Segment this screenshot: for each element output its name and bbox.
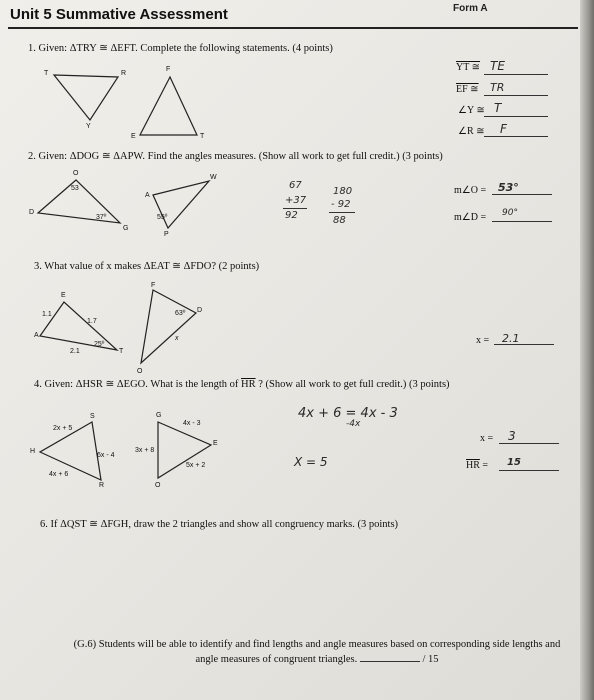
q2-angle-o-answer: 53° (498, 181, 519, 194)
q1-label-r: R (121, 70, 127, 77)
q4-label-e: E (213, 440, 218, 447)
triangle-ego (158, 422, 211, 478)
q2-angle-37: 37º (96, 214, 107, 221)
q1-answer-2: TR (490, 81, 505, 94)
q4-label-s: S (90, 413, 95, 420)
q1-stmt-2: EF ≅ (456, 84, 479, 95)
q1-answer-3: T (494, 101, 502, 115)
q3-label-f: F (151, 282, 156, 289)
q1-prompt: 1. Given: ΔTRY ≅ ΔEFT. Complete the following statements. (4 points) (28, 43, 333, 54)
q4-x-line (499, 443, 559, 444)
q3-label-t: T (119, 348, 124, 355)
score-total: / 15 (422, 654, 439, 665)
q4-hr-label: $\overline{HR}$ = (466, 460, 489, 471)
q4-side-3x8: 3x + 8 (135, 447, 155, 454)
q4-x-label: x = (480, 433, 494, 444)
q2-angle-d-answer: 90° (502, 208, 518, 218)
q2-label-a: A (145, 192, 150, 199)
q4-prompt: 4. Given: ΔHSR ≅ ΔEGO. What is the length of $\overline{HR}$ ? (Show all work to get full credit.) (3 points) (34, 379, 450, 390)
q4-hr-line (499, 470, 559, 471)
q2-work2-b: - 92 (331, 199, 351, 210)
q3-label-o: O (137, 368, 143, 375)
q2-label-g: G (123, 225, 129, 232)
q1-label-y: Y (86, 123, 91, 130)
q3-side-11: 1.1 (42, 311, 52, 318)
standard-text: (G.6) Students will be able to identify and find lengths and angle measures based on corresponding side lengths and angle measures of congruent triangles. (73, 639, 561, 665)
q4-side-2x5: 2x + 5 (53, 425, 73, 432)
q4-side-4x6: 4x + 6 (49, 471, 69, 478)
q2-label-o: O (73, 170, 79, 177)
q1-label-t: T (44, 70, 49, 77)
form-label: Form A (453, 3, 488, 14)
q3-prompt: 3. What value of x makes ΔEAT ≅ ΔFDO? (2 points) (34, 261, 260, 272)
q1-answer-1: TE (490, 59, 505, 73)
q1-stmt-4: ∠R ≅ (458, 126, 485, 137)
q2-angle-o-label: m∠O = (454, 185, 487, 196)
q2-angle-d-label: m∠D = (454, 212, 487, 223)
q3-angle-25: 25º (94, 341, 105, 348)
q4-label-r: R (99, 482, 105, 489)
q4-label-g: G (156, 412, 162, 419)
q2-work1-b: +37 (285, 195, 307, 206)
q3-side-x: x (175, 335, 179, 342)
standard-footer (62, 638, 572, 666)
q2-label-p: P (164, 231, 169, 238)
q1-stmt-3: ∠Y ≅ (458, 105, 485, 116)
score-blank (360, 651, 420, 662)
q2-angle-53: 53 (71, 185, 79, 192)
q3-label-a: A (34, 332, 39, 339)
q3-answer: 2.1 (502, 332, 520, 345)
q3-side-17: 1.7 (87, 318, 97, 325)
q4-side-5x2: 5x + 2 (186, 462, 206, 469)
q4-label-o: O (155, 482, 161, 489)
q4-work-step: -4x (346, 419, 361, 429)
q2-work2-a: 180 (333, 186, 353, 197)
q4-side-4x3: 4x - 3 (183, 420, 201, 427)
q2-label-d: D (29, 209, 35, 216)
q1-answer-4: F (500, 122, 507, 136)
q2-label-w: W (210, 174, 217, 181)
q1-label-t2: T (200, 133, 205, 140)
q4-x-answer: 3 (508, 429, 516, 443)
q4-work-equation: 4x + 6 = 4x - 3 (298, 406, 398, 421)
q2-work1-a: 67 (289, 180, 302, 191)
q4-work-result: X = 5 (294, 455, 328, 469)
q3-angle-63: 63º (175, 310, 186, 317)
q2-angle-55: 55º (157, 214, 168, 221)
q3-side-21: 2.1 (70, 348, 80, 355)
page-title: Unit 5 Summative Assessment (10, 6, 228, 23)
q3-answer-label: x = (476, 335, 490, 346)
q2-work2-c: 88 (333, 215, 346, 226)
q2-prompt: 2. Given: ΔDOG ≅ ΔAPW. Find the angles measures. (Show all work to get full credit.) (3 points) (28, 151, 443, 162)
q2-work1-c: 92 (285, 210, 298, 221)
q3-label-d: D (197, 307, 203, 314)
q1-stmt-1: YT ≅ (456, 62, 481, 73)
q1-label-f: F (166, 66, 171, 73)
q6-prompt: 6. If ΔQST ≅ ΔFGH, draw the 2 triangles and show all congruency marks. (3 points) (40, 519, 399, 530)
q3-label-e: E (61, 292, 66, 299)
q1-label-e: E (131, 133, 136, 140)
q4-label-h: H (30, 448, 36, 455)
q4-side-6x4: 6x - 4 (97, 452, 115, 459)
q4-hr-answer: 15 (507, 457, 521, 468)
